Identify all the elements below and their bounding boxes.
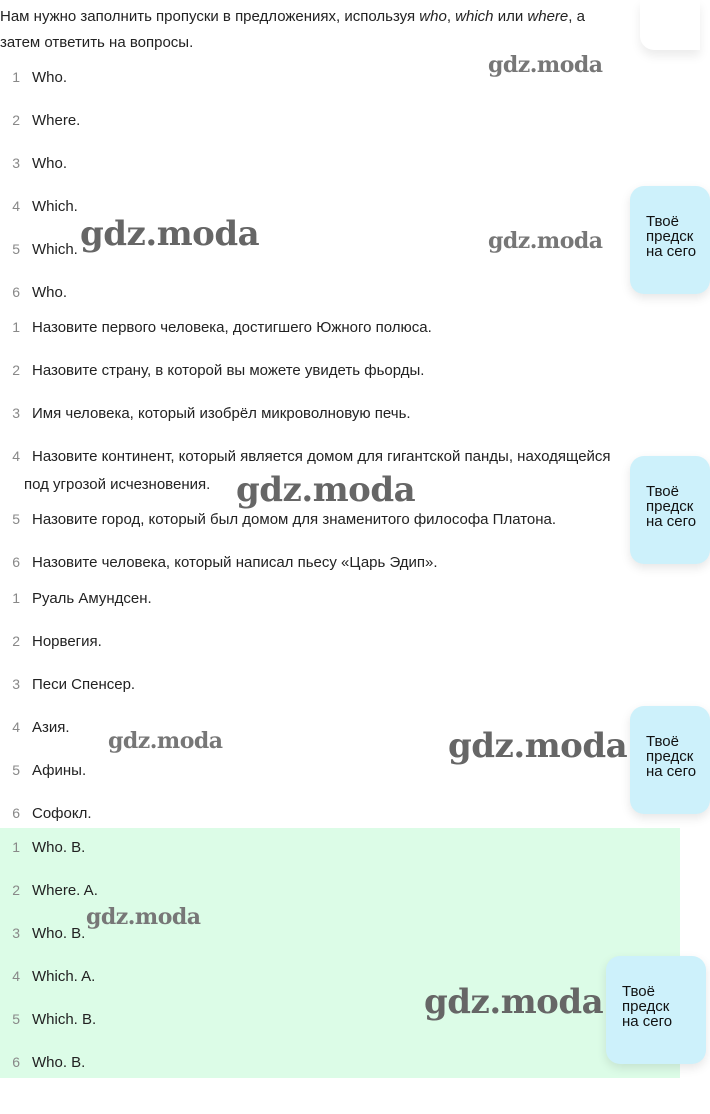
- item-number: 2: [12, 362, 20, 378]
- item-text: Руаль Амундсен.: [32, 589, 152, 607]
- list-item: [0, 508, 556, 530]
- bubble-text: предск: [646, 228, 694, 245]
- bubble-text: Твоё: [622, 983, 655, 1000]
- list-item: [0, 316, 432, 338]
- list-item: [0, 238, 78, 260]
- item-number: 3: [12, 676, 20, 692]
- item-text: Who.: [32, 68, 68, 86]
- item-number: 3: [12, 155, 20, 171]
- item-text: Назовите человека, который написал пьесу «Царь Эдип».: [32, 553, 438, 571]
- list-item: [0, 673, 135, 695]
- item-text-continuation: под угрозой исчезновения.: [24, 476, 211, 493]
- item-text: Азия.: [32, 718, 70, 736]
- item-text: Назовите первого человека, достигшего Южного полюса.: [32, 318, 432, 336]
- bubble-text: предск: [646, 498, 694, 515]
- item-number: 2: [12, 882, 20, 898]
- prediction-bubble[interactable]: [630, 186, 710, 294]
- item-number: 4: [12, 968, 20, 984]
- list-item: [0, 1008, 96, 1030]
- intro-text-part: ,: [446, 8, 456, 25]
- list-item: [0, 281, 67, 303]
- item-text: Which. B.: [32, 1010, 97, 1028]
- intro-text-part: Нам нужно заполнить пропуски в предложениях, используя: [0, 8, 420, 25]
- bubble-text: Твоё: [646, 213, 679, 230]
- item-number: 2: [12, 633, 20, 649]
- list-item: [0, 965, 95, 987]
- item-text: Who.: [32, 154, 68, 172]
- item-text: Which. A.: [32, 967, 96, 985]
- item-text: Песи Спенсер.: [32, 675, 136, 693]
- watermark: gdz.moda: [108, 728, 223, 754]
- list-item: [0, 836, 85, 858]
- intro-line-2: затем ответить на вопросы.: [0, 34, 194, 51]
- list-item: [0, 551, 438, 573]
- intro-text-part: или: [493, 8, 528, 25]
- item-number: 1: [12, 590, 20, 606]
- item-number: 1: [12, 839, 20, 855]
- item-text: Назовите город, который был домом для знаменитого философа Платона.: [32, 510, 557, 528]
- watermark: gdz.moda: [80, 214, 260, 254]
- item-text: Назовите страну, в которой вы можете увидеть фьорды.: [32, 361, 425, 379]
- item-number: 1: [12, 319, 20, 335]
- bubble-text: на сего: [622, 1013, 673, 1030]
- item-number: 6: [12, 1054, 20, 1070]
- item-text: Which.: [32, 240, 78, 258]
- item-text: Who. B.: [32, 1053, 86, 1071]
- item-text: Who. B.: [32, 924, 86, 942]
- item-number: 6: [12, 554, 20, 570]
- item-number: 6: [12, 284, 20, 300]
- list-item: [0, 716, 70, 738]
- answers-highlight-section: [0, 828, 680, 1078]
- item-text: Норвегия.: [32, 632, 102, 650]
- watermark: gdz.moda: [488, 228, 603, 254]
- item-text: Афины.: [32, 761, 87, 779]
- item-text: Имя человека, который изобрёл микроволновую печь.: [32, 404, 411, 422]
- prediction-bubble[interactable]: [630, 456, 710, 564]
- item-number: 2: [12, 112, 20, 128]
- item-number: 5: [12, 1011, 20, 1027]
- list-item: [0, 1051, 85, 1073]
- prediction-bubble[interactable]: [630, 706, 710, 814]
- list-item: [0, 359, 424, 381]
- item-number: 5: [12, 241, 20, 257]
- list-item: [0, 109, 80, 131]
- watermark: gdz.moda: [488, 52, 603, 78]
- bubble-text: на сего: [646, 513, 697, 530]
- bubble-text: предск: [622, 998, 670, 1015]
- prediction-bubble[interactable]: [606, 956, 706, 1064]
- item-text: Who.: [32, 283, 68, 301]
- item-number: 1: [12, 69, 20, 85]
- keyword-which: which: [455, 8, 494, 25]
- item-text: Where.: [32, 111, 81, 129]
- intro-text-part: , а: [568, 8, 585, 25]
- item-text: Which.: [32, 197, 78, 215]
- item-number: 6: [12, 805, 20, 821]
- list-item: [0, 66, 67, 88]
- list-item: [0, 922, 85, 944]
- item-text: Where. A.: [32, 881, 98, 899]
- item-number: 4: [12, 198, 20, 214]
- bubble-text: Твоё: [646, 483, 679, 500]
- list-item: [0, 802, 92, 824]
- watermark: gdz.moda: [424, 982, 604, 1022]
- watermark: gdz.moda: [448, 726, 628, 766]
- item-text: Who. B.: [32, 838, 86, 856]
- list-item: [0, 445, 660, 467]
- item-number: 3: [12, 405, 20, 421]
- keyword-who: who: [419, 8, 447, 25]
- item-number: 4: [12, 719, 20, 735]
- bubble-text: на сего: [646, 243, 697, 260]
- bubble-text: предск: [646, 748, 694, 765]
- intro-line-1: [0, 4, 650, 30]
- list-item: [0, 879, 98, 901]
- top-card-fragment: [640, 0, 700, 50]
- list-item: [0, 402, 411, 424]
- item-number: 5: [12, 762, 20, 778]
- watermark: gdz.moda: [86, 904, 201, 930]
- item-text: Назовите континент, который является домом для гигантской панды, находящейся: [32, 447, 611, 465]
- item-text: Софокл.: [32, 804, 92, 822]
- list-item: [0, 152, 67, 174]
- list-item: [0, 630, 102, 652]
- intro-text: [0, 4, 650, 56]
- list-item: [0, 195, 78, 217]
- bubble-text: на сего: [646, 763, 697, 780]
- item-number: 5: [12, 511, 20, 527]
- bubble-text: Твоё: [646, 733, 679, 750]
- watermark: gdz.moda: [236, 470, 416, 510]
- item-number: 4: [12, 448, 20, 464]
- keyword-where: where: [527, 8, 569, 25]
- list-item: [0, 759, 86, 781]
- list-item: [0, 587, 152, 609]
- item-number: 3: [12, 925, 20, 941]
